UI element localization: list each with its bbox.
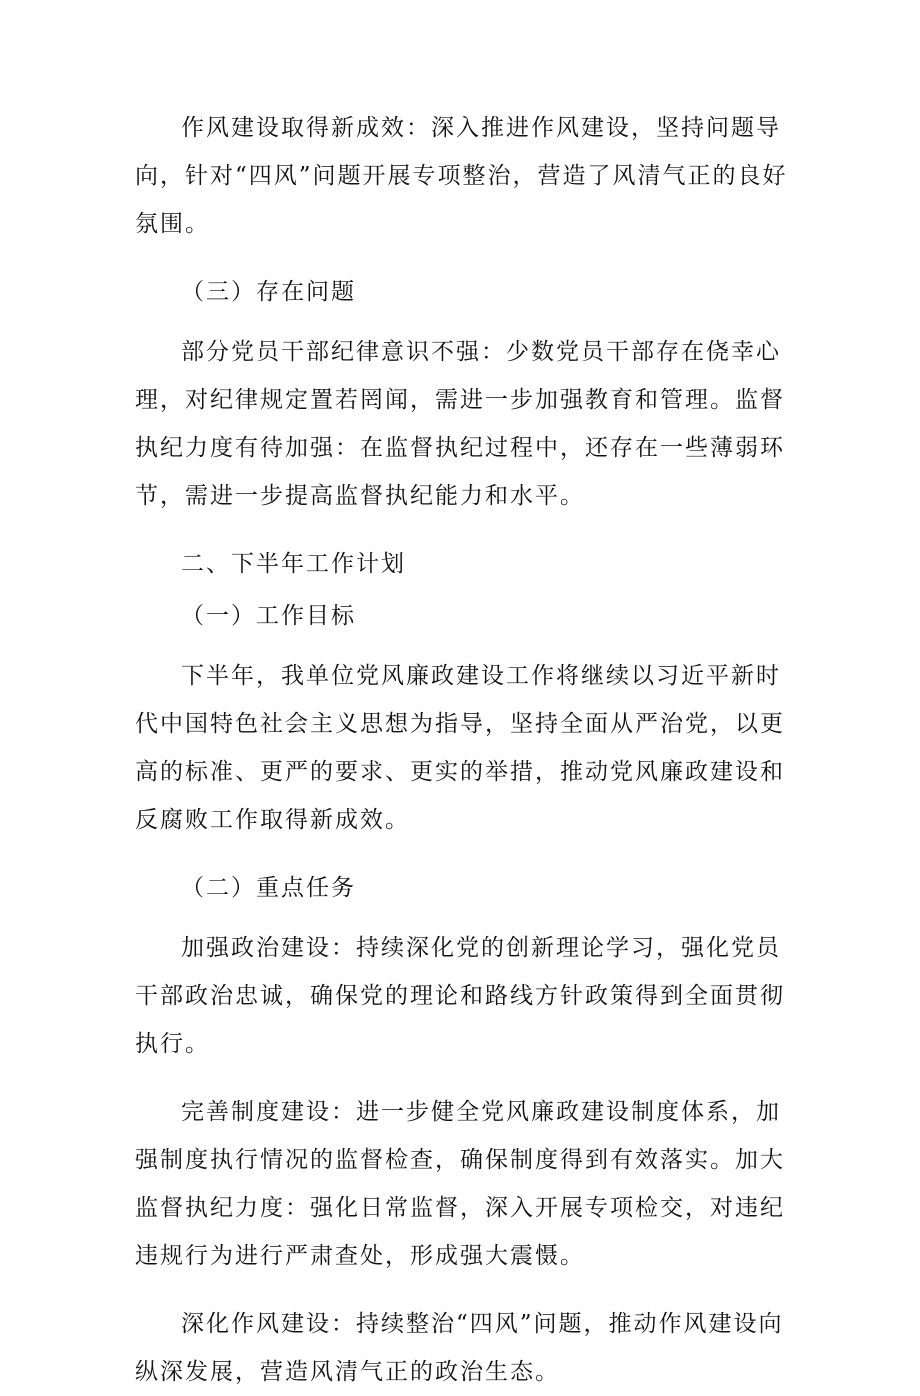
paragraph-work-goals: 下半年，我单位党风廉政建设工作将继续以习近平新时代中国特色社会主义思想为指导，坚持全面从严治党，以更高的标准、更严的要求、更实的举措，推动党风廉政建设和反腐败工作取得新成效。: [135, 663, 785, 833]
section-heading-work-goals: （一）工作目标: [181, 603, 356, 629]
paragraph-political-construction: 加强政治建设：持续深化党的创新理论学习，强化党员干部政治忠诚，确保党的理论和路线方针政策得到全面贯彻执行。: [135, 935, 785, 1057]
document-body: [135, 104, 795, 1396]
chapter-heading-second-half-plan: 二、下半年工作计划: [181, 551, 406, 577]
paragraph-style-deepening: 深化作风建设：持续整治“四风”问题，推动作风建设向纵深发展，营造风清气正的政治生态。: [135, 1311, 784, 1385]
paragraph-style-achievement: 作风建设取得新成效：深入推进作风建设，坚持问题导向，针对“四风”问题开展专项整治，营造了风清气正的良好氛围。: [135, 115, 788, 237]
paragraph-existing-problems: 部分党员干部纪律意识不强：少数党员干部存在侥幸心理，对纪律规定置若罔闻，需进一步加强教育和管理。监督执纪力度有待加强：在监督执纪过程中，还存在一些薄弱环节，需进一步提高监督执纪能力和水平。: [135, 339, 785, 509]
section-heading-key-tasks: （二）重点任务: [181, 875, 356, 901]
paragraph-system-construction: 完善制度建设：进一步健全党风廉政建设制度体系，加强制度执行情况的监督检查，确保制度得到有效落实。加大监督执纪力度：强化日常监督，深入开展专项检交，对违纪违规行为进行严肃查处，形成强大震慑。: [135, 1099, 785, 1269]
section-heading-existing-problems: （三）存在问题: [181, 279, 356, 305]
